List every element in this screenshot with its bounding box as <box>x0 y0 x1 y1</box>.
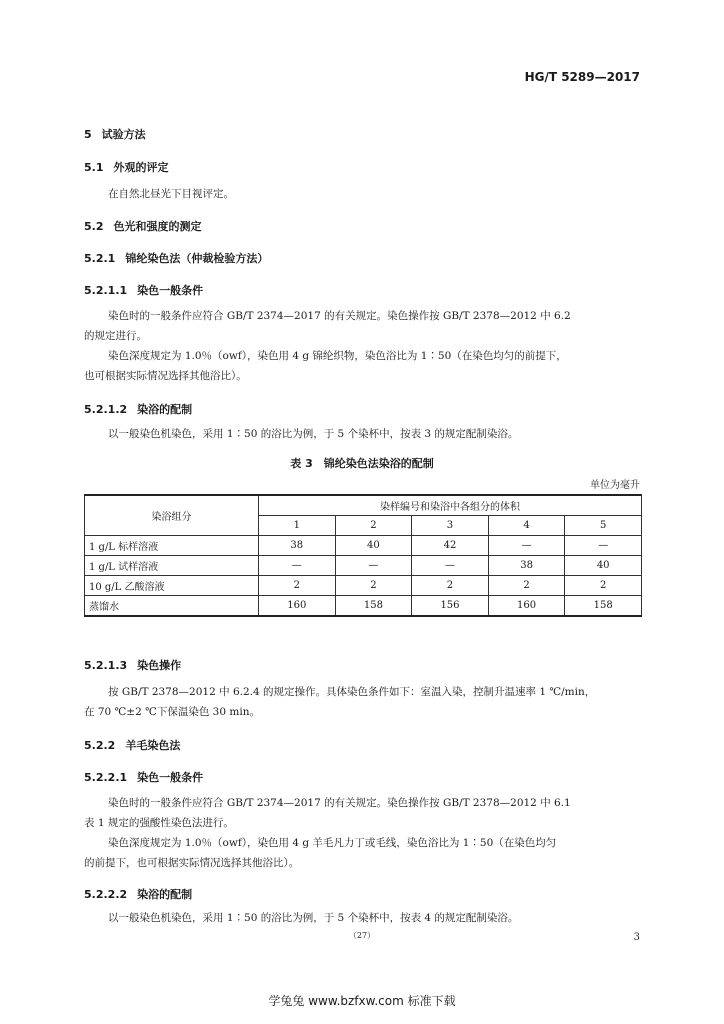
section-title: 染色一般条件 <box>137 771 204 784</box>
table-cell: 160 <box>259 596 336 617</box>
column-header: 2 <box>335 516 412 536</box>
section-5-2-1-3-heading <box>84 657 181 673</box>
table-cell: — <box>259 556 336 576</box>
section-5-2-2-heading <box>84 737 180 753</box>
table-title: 表 3 锦纶染色法染浴的配制 <box>290 457 434 470</box>
table-row <box>85 596 642 617</box>
section-number: 5.2.1.3 <box>84 659 128 672</box>
table-cell: 160 <box>488 596 565 617</box>
table-cell: 40 <box>335 536 412 556</box>
section-5-2-2-2-heading <box>84 886 192 902</box>
paragraph-line: 在 70 ℃±2 ℃下保温染色 30 min。 <box>84 706 260 718</box>
download-watermark: 学兔兔 www.bzfxw.com 标准下载 <box>268 994 456 1008</box>
table-cell: 156 <box>412 596 489 617</box>
table-cell: — <box>335 556 412 576</box>
section-title: 染色操作 <box>137 659 182 672</box>
section-title: 染浴的配制 <box>137 888 193 901</box>
paragraph: 以一般染色机染色，采用 1∶50 的浴比为例，于 5 个染杯中，按表 4 的规定配制染浴。 <box>108 912 519 924</box>
section-number: 5.2 <box>84 220 104 233</box>
paragraph-line: 也可根据实际情况选择其他浴比）。 <box>84 370 247 382</box>
table-cell: 2 <box>488 576 565 596</box>
row-label: 10 g/L 乙酸溶液 <box>85 576 259 596</box>
row-label: 蒸馏水 <box>85 596 259 617</box>
row-label: 1 g/L 标样溶液 <box>85 536 259 556</box>
dye-bath-table <box>84 494 642 617</box>
section-title: 外观的评定 <box>113 161 169 174</box>
table-cell: — <box>488 536 565 556</box>
column-header: 4 <box>488 516 565 536</box>
paragraph-line: 表 1 规定的强酸性染色法进行。 <box>84 817 234 829</box>
section-title: 羊毛染色法 <box>125 739 181 752</box>
table-cell: — <box>412 556 489 576</box>
table-row <box>85 556 642 576</box>
section-5-2-1-2-heading <box>84 401 192 417</box>
column-header: 1 <box>259 516 336 536</box>
paragraph-line: 染色深度规定为 1.0％（owf），染色用 4 g 羊毛凡力丁或毛线，染色浴比为 1∶50（在染色均匀 <box>108 837 557 849</box>
section-title: 试验方法 <box>101 128 146 141</box>
table-cell: 42 <box>412 536 489 556</box>
section-title: 锦纶染色法（仲裁检验方法） <box>125 252 269 265</box>
paragraph-line: 按 GB/T 2378—2012 中 6.2.4 的规定操作。具体染色条件如下：室温入染，控制升温速率 1 ℃/min， <box>108 686 596 698</box>
table-cell: 2 <box>259 576 336 596</box>
section-5-2-heading <box>84 218 202 234</box>
section-number: 5.2.2.1 <box>84 771 128 784</box>
table-cell: 40 <box>565 556 642 576</box>
section-title: 色光和强度的测定 <box>113 220 202 233</box>
paragraph-line: 的规定进行。 <box>84 330 147 342</box>
paragraph-line: 染色时的一般条件应符合 GB/T 2374—2017 的有关规定。染色操作按 GB/T 2378—2012 中 6.2 <box>108 310 571 322</box>
section-number: 5.2.2 <box>84 739 116 752</box>
table-row <box>85 576 642 596</box>
print-mark: （27） <box>348 931 376 940</box>
table-row <box>85 536 642 556</box>
page-number: 3 <box>633 932 640 943</box>
paragraph-line: 的前提下，也可根据实际情况选择其他浴比）。 <box>84 857 300 869</box>
section-number: 5.2.2.2 <box>84 888 128 901</box>
paragraph-line: 染色深度规定为 1.0％（owf），染色用 4 g 锦纶织物，染色浴比为 1∶50（在染色均匀的前提下， <box>108 350 567 362</box>
standard-code: HG/T 5289—2017 <box>524 70 640 84</box>
section-5-2-1-heading <box>84 250 268 266</box>
table-unit: 单位为毫升 <box>590 480 640 491</box>
column-header: 3 <box>412 516 489 536</box>
section-number: 5 <box>84 128 92 141</box>
paragraph-line: 染色时的一般条件应符合 GB/T 2374—2017 的有关规定。染色操作按 GB/T 2378—2012 中 6.1 <box>108 797 571 809</box>
section-title: 染浴的配制 <box>137 403 193 416</box>
row-header-cell: 染浴组分 <box>85 495 259 536</box>
paragraph: 在自然北昼光下目视评定。 <box>108 188 234 200</box>
table-cell: 38 <box>259 536 336 556</box>
section-5-2-2-1-heading <box>84 769 203 785</box>
section-number: 5.1 <box>84 161 104 174</box>
table-cell: — <box>565 536 642 556</box>
section-5-2-1-1-heading <box>84 282 203 298</box>
section-title: 染色一般条件 <box>137 284 204 297</box>
table-cell: 2 <box>412 576 489 596</box>
section-5-1-heading <box>84 159 169 175</box>
table-cell: 2 <box>565 576 642 596</box>
column-header: 5 <box>565 516 642 536</box>
paragraph: 以一般染色机染色，采用 1∶50 的浴比为例，于 5 个染杯中，按表 3 的规定配制染浴。 <box>108 428 519 440</box>
table-cell: 38 <box>488 556 565 576</box>
section-number: 5.2.1 <box>84 252 116 265</box>
section-number: 5.2.1.1 <box>84 284 128 297</box>
table-cell: 2 <box>335 576 412 596</box>
row-label: 1 g/L 试样溶液 <box>85 556 259 576</box>
table-cell: 158 <box>335 596 412 617</box>
section-number: 5.2.1.2 <box>84 403 128 416</box>
table-cell: 158 <box>565 596 642 617</box>
section-5-heading <box>84 126 146 142</box>
group-header-cell: 染样编号和染浴中各组分的体积 <box>259 495 642 516</box>
